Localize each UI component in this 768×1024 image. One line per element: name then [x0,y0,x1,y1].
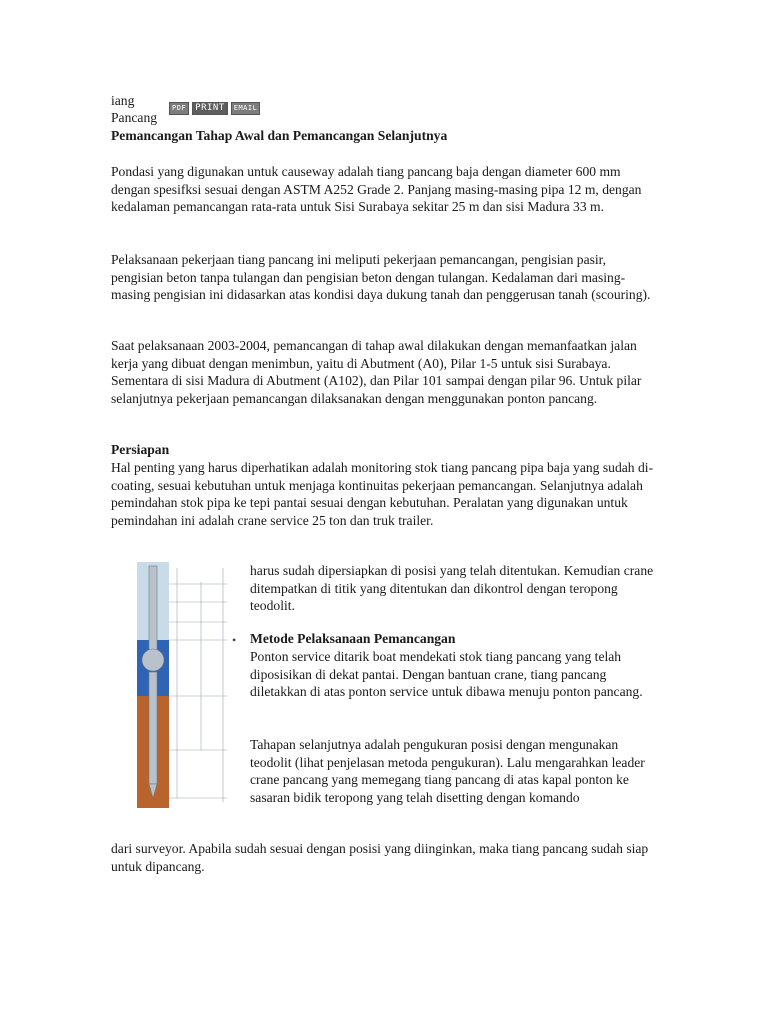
email-button[interactable]: EMAIL [231,102,261,115]
pdf-button[interactable]: PDF [169,102,189,115]
pile-cross-section-diagram [137,562,232,808]
paragraph-persiapan: Hal penting yang harus diperhatikan adalah monitoring stok tiang pancang pipa baja yang sudah di-coating, sesuai kebutuhan untuk menjaga kontinuitas pekerjaan pemancangan. Selanjutnya adalah pemindahan stok pipa ke tepi pantai sesuai dengan kebutuhan. Peralatan yang digunakan untuk pemindahan ini adalah crane service 25 ton dan truk trailer. [111,460,654,528]
section-heading-metode: Metode Pelaksanaan Pemancangan [250,631,456,646]
paragraph-tahap-awal: Saat pelaksanaan 2003-2004, pemancangan di tahap awal dilakukan dengan memanfaatkan jalan kerja yang dibuat dengan menimbun, yaitu di Abutment (A0), Pilar 1-5 untuk sisi Surabaya. Sementara di sisi Madura di Abutment (A102), dan Pilar 101 sampai dengan pilar 96. Untuk pilar selanjutnya pekerjaan pemancangan dilaksanakan dengan menggunakan ponton pancang. [111,338,642,406]
diagram-pile-lower [149,672,157,784]
header-word-line2: Pancang [111,110,158,125]
paragraph-tahapan: Tahapan selanjutnya adalah pengukuran posisi dengan mengunakan teodolit (lihat penjelasan metoda pengukuran). Lalu mengarahkan leader crane pancang yang memegang tiang pancang di atas kapal ponton ke sasaran bidik teropong yang telah disetting dengan komando [250,737,645,805]
print-button[interactable]: PRINT [192,102,228,115]
bullet-marker: • [232,633,237,647]
diagram-pile-joint [142,649,164,671]
paragraph-surveyor: dari surveyor. Apabila sudah sesuai dengan posisi yang diinginkan, maka tiang pancang sudah siap untuk dipancang. [111,841,649,874]
paragraph-persiapan-lanjutan: harus sudah dipersiapkan di posisi yang telah ditentukan. Kemudian crane ditempatkan di titik yang ditentukan dan dikontrol dengan teropong teodolit. [250,563,654,614]
paragraph-pondasi: Pondasi yang digunakan untuk causeway adalah tiang pancang baja dengan diameter 600 mm dengan spesifksi sesuai dengan ASTM A252 Grade 2. Panjang masing-masing pipa 12 m, dengan kedalaman pemancangan rata-rata untuk Sisi Surabaya sekitar 25 m dan sisi Madura 33 m. [111,164,642,215]
header-word-line1: iang [111,93,135,108]
article-header [111,92,281,128]
section-heading-persiapan: Persiapan [111,442,170,457]
diagram-pile-upper [149,566,157,650]
paragraph-pelaksanaan: Pelaksanaan pekerjaan tiang pancang ini meliputi pekerjaan pemancangan, pengisian pasir, pengisian beton tanpa tulangan dan pengisian beton dengan tulangan. Kedalaman dari masing-masing pengisian ini didasarkan atas kondisi daya dukung tanah dan penggerusan tanah (scouring). [111,252,651,303]
article-tools [169,102,260,114]
article-title: Pemancangan Tahap Awal dan Pemancangan Selanjutnya [111,128,448,143]
paragraph-metode: Ponton service ditarik boat mendekati stok tiang pancang yang telah diposisikan di dekat pantai. Dengan bantuan crane, tiang pancang diletakkan di atas ponton service untuk dibawa menuju ponton pancang. [250,649,643,700]
